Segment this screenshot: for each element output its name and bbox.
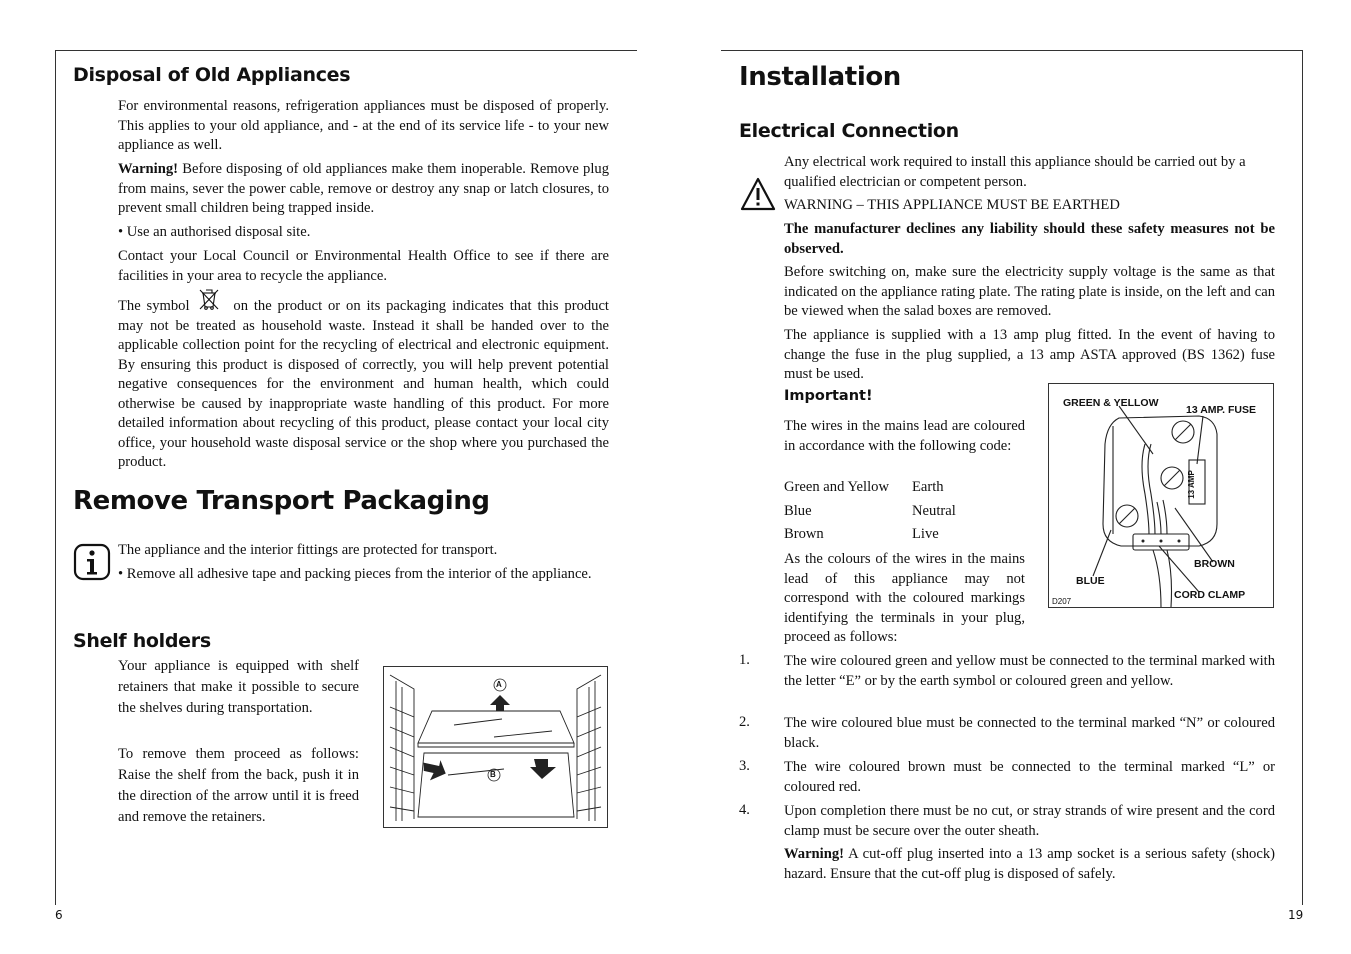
wire-function: Neutral [912, 503, 956, 519]
page-number-right: 19 [1288, 908, 1304, 922]
step-text: The wire coloured brown must be connected to the terminal marked “L” or coloured red. [784, 759, 1275, 795]
right-margin-line [1302, 50, 1303, 905]
wire-colour: Brown [784, 526, 824, 542]
symbol-post: on the product or on its packaging indicates that this product may not be treated as household waste. Instead it shall be handed over to the applicable collection point for the recycling of electrical and electronic equipment. By ensuring this product is disposed of correctly, you will help prevent potential negative consequences for the environment and human health, which could otherwise be caused by inappropriate waste handling of this product. For more detailed information about recycling of this product, please contact your local city office, your household waste disposal service or the shop where you purchased the product. [118, 298, 609, 470]
shelf-para1: Your appliance is equipped with shelf retainers that make it possible to secure the shelves during transportation. [118, 658, 359, 716]
wire-function: Live [912, 526, 939, 542]
label-a: A [496, 680, 502, 689]
step-number: 3. [739, 758, 750, 774]
warning-triangle-icon [740, 176, 776, 217]
disposal-para1: For environmental reasons, refrigeration appliances must be disposed of properly. This applies to your old appliance, and - at the end of its service life - to your new appliance as well. [118, 98, 609, 153]
shelf-figure [383, 666, 608, 828]
wire-colour: Green and Yellow [784, 479, 889, 495]
step-number: 4. [739, 802, 750, 818]
electrical-para1: Any electrical work required to install this appliance should be carried out by a qualified electrician or competent person. [784, 154, 1246, 190]
label-brown: BROWN [1194, 558, 1235, 570]
final-warning-label: Warning! [784, 846, 845, 862]
symbol-pre: The symbol [118, 298, 190, 314]
shelf-para2: To remove them proceed as follows: Raise the shelf from the back, push it in the direction of the arrow until it is freed and remove the retainers. [118, 746, 359, 825]
disposal-symbol-para [118, 292, 609, 473]
disposal-warning [118, 160, 609, 219]
warning-text: Before disposing of old appliances make them inoperable. Remove plug from mains, sever the power cable, remove or destroy any snap or latch closures, to prevent small children being trapped inside. [118, 161, 609, 216]
transport-line1: The appliance and the interior fittings are protected for transport. [118, 542, 498, 558]
disposal-title: Disposal of Old Appliances [73, 64, 351, 86]
wire-colour: Blue [784, 503, 812, 519]
top-rule-left [55, 50, 637, 51]
wire-function: Earth [912, 479, 944, 495]
liability-note: The manufacturer declines any liability should these safety measures not be observed. [784, 221, 1275, 257]
transport-title: Remove Transport Packaging [73, 486, 490, 516]
step-number: 1. [739, 652, 750, 668]
label-cord-clamp: CORD CLAMP [1174, 589, 1246, 601]
wheelie-bin-icon [196, 292, 222, 311]
figure-code: D207 [1052, 597, 1072, 606]
wires-note: As the colours of the wires in the mains lead of this appliance may not correspond with the coloured markings identifying the terminals in your plug, proceed as follows: [784, 551, 1025, 645]
disposal-para3: Contact your Local Council or Environmental Health Office to see if there are facilities in your area to recycle the appliance. [118, 248, 609, 284]
step-text: The wire coloured green and yellow must be connected to the terminal marked with the letter “E” or by the earth symbol or coloured green and yellow. [784, 653, 1275, 689]
voltage-para: Before switching on, make sure the electricity supply voltage is the same as that indicated on the appliance rating plate. The rating plate is inside, on the left and can be viewed when the salad boxes are removed. [784, 264, 1275, 319]
plug-figure [1048, 383, 1274, 608]
shelf-title: Shelf holders [73, 630, 211, 652]
wire-row-earth [784, 479, 1024, 499]
installation-title: Installation [739, 62, 901, 92]
earthed-warning: WARNING – THIS APPLIANCE MUST BE EARTHED [784, 197, 1120, 213]
disposal-bullet: • Use an authorised disposal site. [118, 224, 311, 240]
label-fuse: 13 AMP. FUSE [1186, 404, 1257, 416]
final-warning-text: A cut-off plug inserted into a 13 amp socket is a serious safety (shock) hazard. Ensure that the cut-off plug is disposed of safely. [784, 846, 1275, 882]
wire-row-live [784, 526, 1024, 546]
top-rule-right [721, 50, 1303, 51]
wire-row-neutral [784, 503, 1024, 523]
step-number: 2. [739, 714, 750, 730]
label-blue: BLUE [1076, 575, 1105, 587]
step-text: Upon completion there must be no cut, or stray strands of wire present and the cord clamp must be secure over the outer sheath. [784, 803, 1275, 839]
step-text: The wire coloured blue must be connected to the terminal marked “N” or coloured black. [784, 715, 1275, 751]
transport-bullet: • Remove all adhesive tape and packing pieces from the interior of the appliance. [118, 566, 592, 582]
left-margin-line [55, 50, 56, 905]
label-b: B [490, 770, 496, 779]
label-fuse-rating: 13 AMP [1186, 470, 1196, 499]
important-heading: Important! [784, 388, 873, 404]
plug-para: The appliance is supplied with a 13 amp plug fitted. In the event of having to change the fuse in the plug supplied, a 13 amp ASTA approved (BS 1362) fuse must be used. [784, 327, 1275, 382]
info-icon [73, 543, 111, 586]
label-green-yellow: GREEN & YELLOW [1063, 397, 1159, 409]
wires-intro: The wires in the mains lead are coloured in accordance with the following code: [784, 418, 1025, 454]
electrical-title: Electrical Connection [739, 120, 959, 142]
final-warning [784, 845, 1275, 884]
warning-label: Warning! [118, 161, 179, 177]
page-number-left: 6 [55, 908, 63, 922]
